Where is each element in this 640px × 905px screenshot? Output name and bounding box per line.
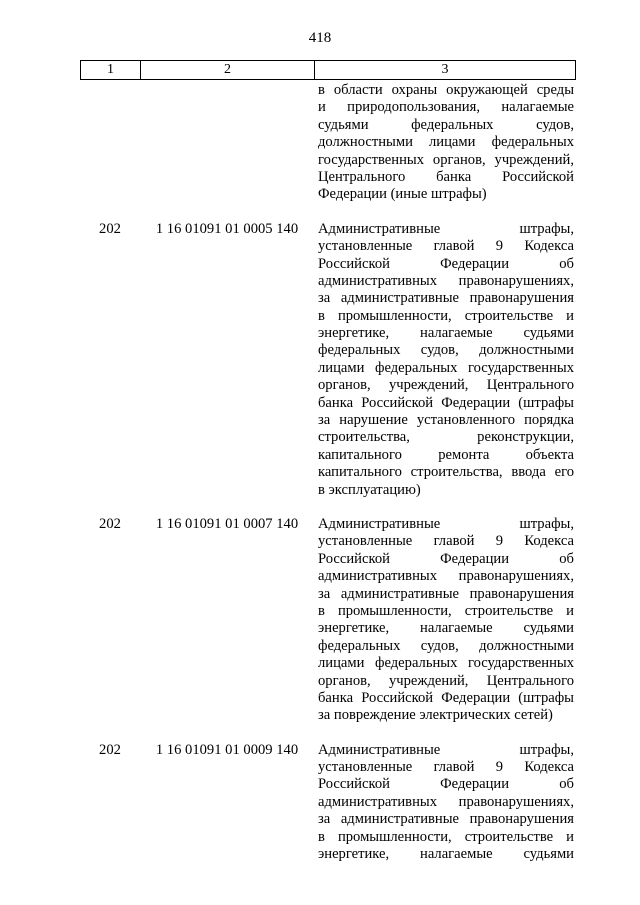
table-row	[80, 221, 576, 499]
table-row	[80, 742, 576, 864]
text-line: установленные главой 9 Кодекса	[318, 759, 574, 776]
header-col-2: 2	[141, 61, 315, 79]
text-line: энергетике, налагаемые судьями	[318, 620, 574, 637]
text-line: органов, учреждений, Центрального	[318, 377, 574, 394]
text-line: в промышленности, строительстве и	[318, 602, 574, 619]
admin-code: 202	[99, 515, 121, 532]
text-line: Административные штрафы,	[318, 741, 574, 758]
admin-code: 202	[99, 220, 121, 237]
text-line: Российской Федерации об	[318, 550, 574, 567]
text-line: в области охраны окружающей среды	[318, 82, 574, 98]
continuation-row	[80, 82, 576, 204]
text-line: административных правонарушениях,	[318, 793, 574, 810]
header-col-1: 1	[81, 61, 141, 79]
text-line: банка Российской Федерации (штрафы	[318, 394, 574, 411]
row-description	[318, 516, 574, 725]
text-line: банка Российской Федерации (штрафы	[318, 689, 574, 706]
text-line: органов, учреждений, Центрального	[318, 672, 574, 689]
admin-code: 202	[99, 741, 121, 758]
text-line: в промышленности, строительстве и	[318, 307, 574, 324]
text-line: Административные штрафы,	[318, 515, 574, 532]
budget-code: 1 16 01091 01 0007 140	[155, 515, 299, 532]
budget-code: 1 16 01091 01 0009 140	[155, 741, 299, 758]
text-line: энергетике, налагаемые судьями	[318, 846, 574, 863]
text-line: за административные правонарушения	[318, 290, 574, 307]
text-line: в промышленности, строительстве и	[318, 828, 574, 845]
text-line: за повреждение электрических сетей)	[318, 707, 553, 724]
text-line: государственных органов, учреждений,	[318, 151, 574, 168]
text-line: Российской Федерации об	[318, 255, 574, 272]
text-line: федеральных судов, должностными	[318, 342, 574, 359]
row-description	[318, 221, 574, 499]
page-number: 418	[308, 30, 332, 46]
table-row	[80, 516, 576, 725]
text-line: Административные штрафы,	[318, 220, 574, 237]
text-line: строительства, реконструкции,	[318, 429, 574, 446]
text-line: установленные главой 9 Кодекса	[318, 238, 574, 255]
table-header	[80, 60, 576, 80]
text-line: федеральных судов, должностными	[318, 637, 574, 654]
table-body	[80, 82, 576, 863]
text-line: Российской Федерации об	[318, 776, 574, 793]
text-line: энергетике, налагаемые судьями	[318, 325, 574, 342]
text-line: судьями федеральных судов,	[318, 116, 574, 133]
text-line: и природопользования, налагаемые	[318, 99, 574, 116]
text-line: должностными лицами федеральных	[318, 134, 574, 151]
text-line: за административные правонарушения	[318, 811, 574, 828]
text-line: капитального строительства, ввода его	[318, 464, 574, 481]
text-line: капитального ремонта объекта	[318, 446, 574, 463]
text-line: лицами федеральных государственных	[318, 655, 574, 672]
text-line: Центрального банка Российской	[318, 168, 574, 185]
text-line: установленные главой 9 Кодекса	[318, 533, 574, 550]
text-line: административных правонарушениях,	[318, 272, 574, 289]
text-line: административных правонарушениях,	[318, 568, 574, 585]
text-line: за нарушение установленного порядка	[318, 412, 574, 429]
text-line: в эксплуатацию)	[318, 481, 421, 498]
continuation-text	[318, 82, 574, 204]
text-line: Федерации (иные штрафы)	[318, 186, 487, 203]
header-col-3: 3	[441, 62, 449, 77]
budget-code: 1 16 01091 01 0005 140	[155, 220, 299, 237]
text-line: за административные правонарушения	[318, 585, 574, 602]
row-description	[318, 742, 574, 864]
text-line: лицами федеральных государственных	[318, 359, 574, 376]
